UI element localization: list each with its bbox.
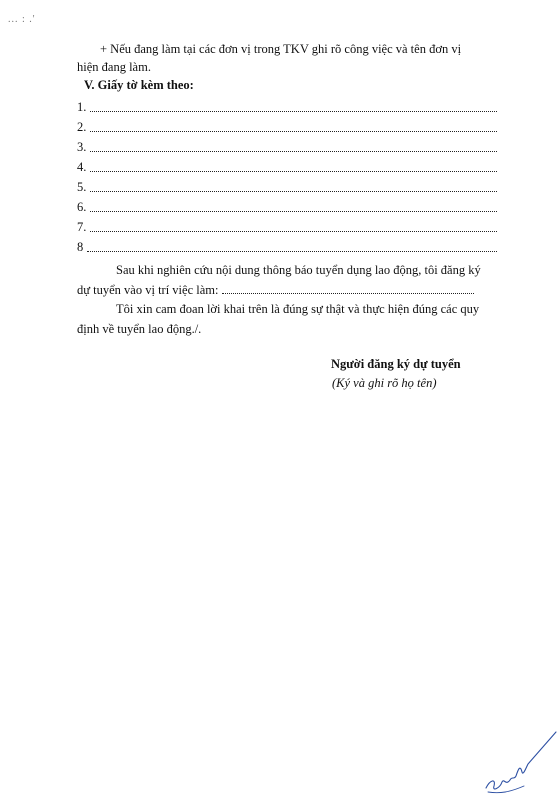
list-item [77,239,497,259]
dotted-fill-line [90,219,497,232]
list-item [77,119,497,139]
note-line-2: hiện đang làm. [77,60,151,74]
dotted-fill-line [90,159,497,172]
list-item-number: 2. [77,120,87,134]
handwritten-initial-mark [480,728,558,798]
signature-subtitle: (Ký và ghi rõ họ tên) [332,376,437,390]
commitment-line-2: định về tuyển lao động./. [77,322,202,336]
list-item [77,179,497,199]
signature-title: Người đăng ký dự tuyển [331,357,461,371]
list-item [77,159,497,179]
dotted-fill-line [90,179,497,192]
dotted-fill-line [87,239,497,252]
list-item [77,99,497,119]
declaration-line-1: Sau khi nghiên cứu nội dung thông báo tuyển dụng lao động, tôi đăng ký [116,263,481,277]
declaration-line-2 [77,282,474,298]
list-item-number: 6. [77,200,87,214]
list-item-number: 8 [77,240,84,254]
dotted-fill-line [90,139,497,152]
list-item [77,219,497,239]
list-item-number: 7. [77,220,87,234]
list-item-number: 4. [77,160,87,174]
dotted-fill-line [90,199,497,212]
list-item [77,139,497,159]
dotted-fill-line [90,99,497,112]
position-fill-line [222,283,474,294]
section-heading-attachments: V. Giấy tờ kèm theo: [84,78,194,92]
list-item-number: 5. [77,180,87,194]
declaration-line-2-text: dự tuyển vào vị trí việc làm: [77,283,219,297]
commitment-line-1: Tôi xin cam đoan lời khai trên là đúng sự thật và thực hiện đúng các quy [116,302,480,316]
note-line-1: + Nếu đang làm tại các đơn vị trong TKV ghi rõ công việc và tên đơn vị [100,42,462,56]
dotted-fill-line [90,119,497,132]
list-item-number: 3. [77,140,87,154]
list-item-number: 1. [77,100,87,114]
attachment-list [77,99,497,259]
corner-mark: ... : .' [8,14,36,25]
list-item [77,199,497,219]
